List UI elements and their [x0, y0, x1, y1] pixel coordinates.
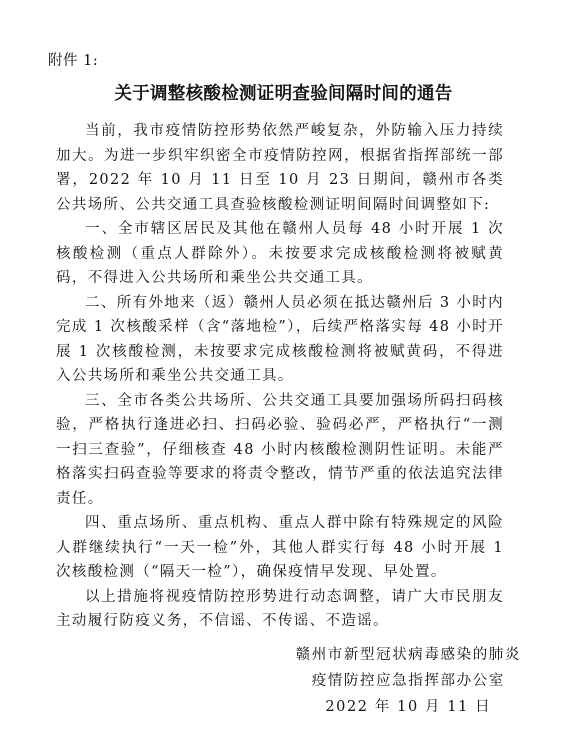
issue-date: 2022 年 10 月 11 日	[325, 699, 492, 715]
attachment-label: 附件 1:	[48, 53, 99, 69]
paragraph-item-4: 四、重点场所、重点机构、重点人群中除有特殊规定的风险人群继续执行“一天一检”外，其他人群实行每 48 小时开展 1 次核酸检测（“隔天一检”），确保疫情早发现、早处置。	[56, 515, 504, 580]
paragraph-item-1: 一、全市辖区居民及其他在赣州人员每 48 小时开展 1 次核酸检测（重点人群除外）。未按要求完成核酸检测将被赋黄码，不得进入公共场所和乘坐公共交通工具。	[56, 221, 504, 286]
signature-block	[296, 642, 521, 720]
paragraph-closing: 以上措施将视疫情防控形势进行动态调整，请广大市民朋友主动履行防疫义务，不信谣、不传谣、不造谣。	[56, 588, 504, 629]
document-title: 关于调整核酸检测证明查验间隔时间的通告	[114, 84, 453, 104]
document-body	[56, 119, 504, 634]
paragraph-item-3: 三、全市各类公共场所、公共交通工具要加强场所码扫码核验，严格执行逢进必扫、扫码必验、验码必严，严格执行“一测一扫三查验”，仔细核查 48 小时内核酸检测阴性证明。未能严格落实扫码查验等要求的将责令整改，情节严重的依法追究法律责任。	[56, 392, 504, 507]
issuing-org-line-2: 疫情防控应急指挥部办公室	[311, 673, 505, 689]
paragraph-intro: 当前，我市疫情防控形势依然严峻复杂，外防输入压力持续加大。为进一步织牢织密全市疫情防控网，根据省指挥部统一部署，2022 年 10 月 11 日至 10 月 23 日期间，赣州市各类公共场所、公共交通工具查验核酸检测证明间隔时间调整如下:	[56, 123, 504, 213]
issuing-org-line-1: 赣州市新型冠状病毒感染的肺炎	[295, 647, 521, 663]
paragraph-item-2: 二、所有外地来（返）赣州人员必须在抵达赣州后 3 小时内完成 1 次核酸采样（含“落地检”），后续严格落实每 48 小时开展 1 次核酸检测，未按要求完成核酸检测将被赋黄码，不得进入公共场所和乘坐公共交通工具。	[56, 294, 504, 384]
